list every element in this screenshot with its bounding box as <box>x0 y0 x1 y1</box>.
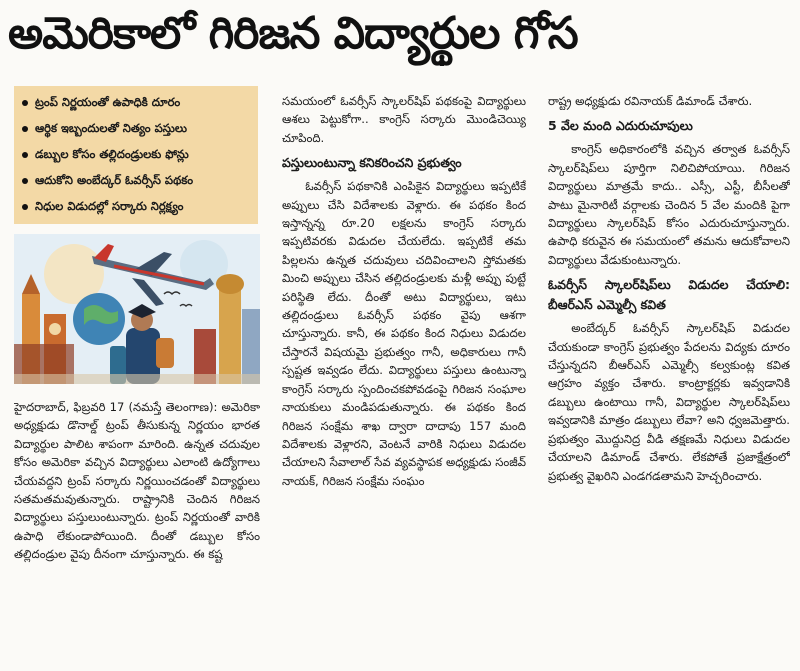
next-headline-cut-off <box>0 654 800 671</box>
article-column-3 <box>548 92 790 648</box>
section-subhead: ఓవర్సీస్ స్కాలర్‌షిప్‌లు విడుదల చేయాలి: బీఆర్‌ఎస్ ఎమ్మెల్సీ కవిత <box>548 277 790 313</box>
bullet-icon <box>22 204 28 210</box>
highlight-text: ఆర్థిక ఇబ్బందులతో నిత్యం పస్తులు <box>35 120 187 135</box>
headline: అమెరికాలో గిరిజన విద్యార్థుల గోస <box>8 8 578 59</box>
body-paragraph: అంబేద్కర్ ఓవర్సీస్ స్కాలర్‌షిప్ విడుదల చేయకుండా కాంగ్రెస్ ప్రభుత్వం పేదలను విద్యకు దూరం చేస్తున్నదని బీఆర్‌ఎస్ ఎమ్మెల్సీ కల్వకుంట్ల కవిత ఆగ్రహం వ్యక్తం చేశారు. కాంట్రాక్టర్లకు ఇవ్వడానికి డబ్బులు ఉంటాయి గానీ, విద్యార్థుల స్కాలర్‌షిప్‌లు ఇవ్వడానికి మాత్రం డబ్బులు లేవా? అని ధ్వజమెత్తారు. ప్రభుత్వం మొద్దునిద్ర వీడి తక్షణమే నిధులు విడుదల చేయాలని డిమాండ్ చేశారు. లేకపోతే ప్రజాక్షేత్రంలో ప్రభుత్వ వైఖరిని ఎండగడతామని హెచ్చరించారు. <box>548 321 790 483</box>
article-column-2 <box>282 92 526 648</box>
section-subhead: పస్తులుంటున్నా కనికరించని ప్రభుత్వం <box>282 155 462 171</box>
illustration-svg <box>14 234 260 384</box>
body-paragraph: కాంగ్రెస్ అధికారంలోకి వచ్చిన తర్వాత ఓవర్సీస్ స్కాలర్‌షిప్‌లు పూర్తిగా నిలిచిపోయాయి. గిరిజన విద్యార్థులు మాత్రమే కాదు.. ఎస్సీ, ఎస్టీ, బీసీలతో పాటు మైనారిటీ వర్గాలకు చెందిన 5 వేల మందికి పైగా విద్యార్థులు స్కాలర్‌షిప్ కోసం ఎదురుచూస్తున్నారు. ఉపాధి కరువైన ఈ సమయంలో తమను ఆదుకోవాలని విద్యార్థులు వేడుకుంటున్నారు. <box>548 142 790 267</box>
bullet-icon <box>22 126 28 132</box>
highlight-item <box>18 168 254 194</box>
highlight-text: నిధుల విడుదల్లో సర్కారు నిర్లక్ష్యం <box>35 198 184 213</box>
bullet-icon <box>22 178 28 184</box>
highlight-item <box>18 194 254 220</box>
body-paragraph: ఓవర్సీస్ పథకానికి ఎంపికైన విద్యార్థులు ఇప్పటికే అప్పులు చేసి విదేశాలకు వెళ్లారు. ఈ పథకం కింద ఇస్తాన్నన్న రూ.20 లక్షలను కాంగ్రెస్ సర్కారు ఇప్పటివరకు విడుదల చేయలేదు. ఇప్పటికే తమ పిల్లలను ఉన్నత చదువులు చదివించాలని స్తోమతకు మించి అప్పులు చేసిన తల్లిదండ్రులకు మళ్లీ అప్పు పుట్టే పరిస్థితి లేదు. దీంతో అటు విద్యార్థులు, ఇటు తల్లిదండ్రులు ఓవర్సీస్ పథకం వైపు ఆశగా చూస్తున్నారు. కానీ, ఈ పథకం కింద నిధులు విడుదల చేస్తారనే విషయమై ప్రభుత్వం గానీ, అధికారులు గానీ స్పష్టత ఇవ్వడం లేదు. విద్యార్థులు పస్తులు ఉంటున్నా కాంగ్రెస్ సర్కారు స్పందించకపోవడంపై గిరిజన సంఘాల నాయకులు మండిపడుతున్నారు. ఈ పథకం కింద గిరిజన సంక్షేమ శాఖ ద్వారా దాదాపు 157 మంది విదేశాలకు వెళ్లారని, వెంటనే వారికి నిధులు విడుదల చేయాలని సేవాలాల్ సేవ వ్యవస్థాపక అధ్యక్షుడు సంజీవ్ నాయక్, గిరిజన సంక్షేమ సంఘం <box>282 179 526 488</box>
section-subhead: 5 వేల మంది ఎదురుచూపులు <box>548 118 693 134</box>
body-paragraph: సమయంలో ఓవర్సీస్ స్కాలర్‌షిప్ పథకంపై విద్యార్థులు ఆశలు పెట్టుకోగా.. కాంగ్రెస్ సర్కారు మొండిచెయ్యి చూపింది. <box>282 94 526 145</box>
travel-illustration <box>14 234 260 384</box>
body-paragraph: రాష్ట్ర అధ్యక్షుడు రవినాయక్ డిమాండ్ చేశారు. <box>548 94 753 108</box>
highlight-item <box>18 90 254 116</box>
body-paragraph: హైదరాబాద్, ఫిబ్రవరి 17 (నమస్తే తెలంగాణ): అమెరికా అధ్యక్షుడు డొనాల్డ్ ట్రంప్ తీసుకున్న నిర్ణయం భారత విద్యార్థుల పాలిట శాపంగా మారింది. ఉన్నత చదువుల కోసం అమెరికా వచ్చిన విద్యార్థులు ఎలాంటి ఉద్యోగాలు చేయవద్దని ట్రంప్ సర్కారు నిర్ణయించడంతో విద్యార్థులు సతమతమవుతున్నారు. రాష్ట్రానికి చెందిన గిరిజన విద్యార్థులు పస్తులుంటున్నారు. ట్రంప్ నిర్ణయంతో వారికి ఉపాధి లేకుండాపోయింది. దీంతో డబ్బుల కోసం తల్లిదండ్రుల వైపు దీనంగా చూస్తున్నారు. ఈ కష్ట <box>14 400 260 562</box>
highlight-text: డబ్బుల కోసం తల్లిదండ్రులకు ఫోన్లు <box>35 146 189 161</box>
highlight-item <box>18 116 254 142</box>
bullet-icon <box>22 100 28 106</box>
highlight-item <box>18 142 254 168</box>
article-column-1 <box>14 398 260 648</box>
highlights-box <box>14 86 258 224</box>
highlight-text: ఆదుకోని అంబేద్కర్ ఓవర్సీస్ పథకం <box>35 172 194 187</box>
highlight-text: ట్రంప్ నిర్ణయంతో ఉపాధికి దూరం <box>35 94 181 109</box>
bullet-icon <box>22 152 28 158</box>
